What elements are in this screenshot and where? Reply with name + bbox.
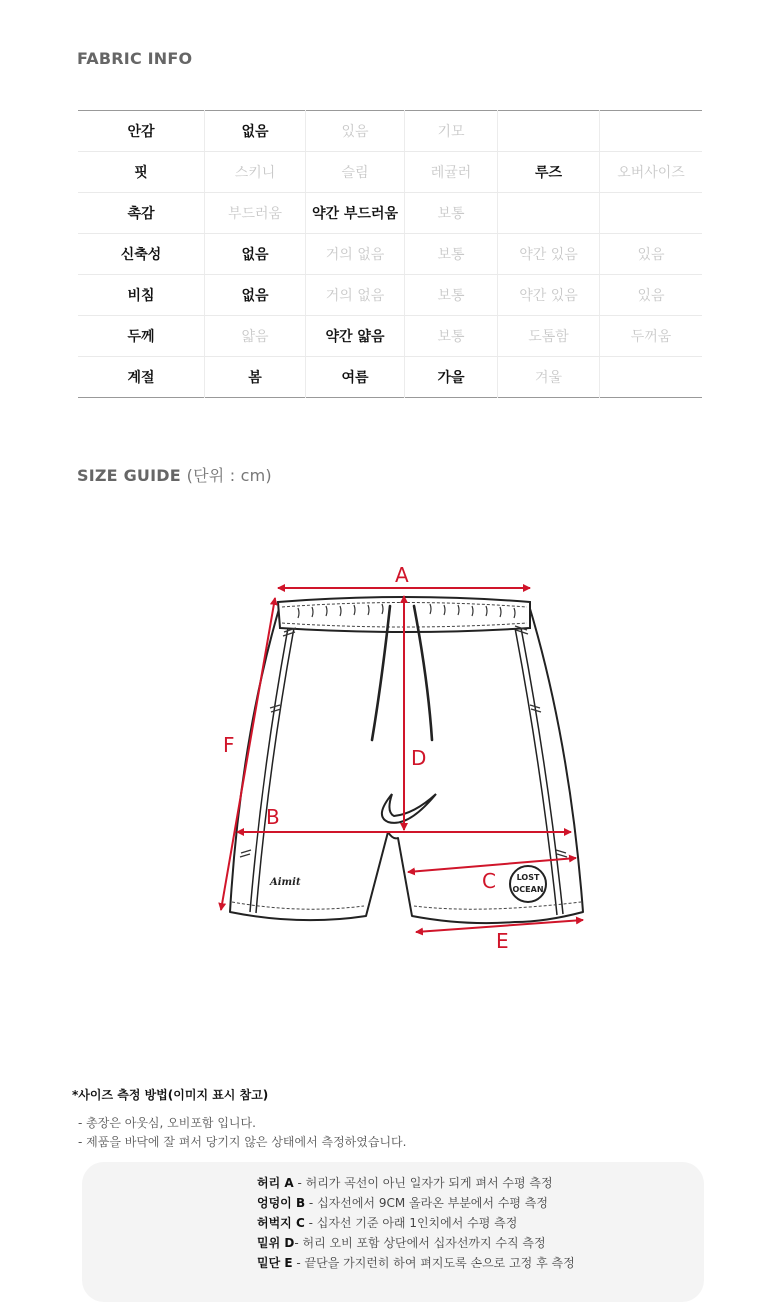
fabric-option: 두꺼움 <box>600 316 703 357</box>
dimension-b-label: B <box>266 805 280 829</box>
fabric-row-label: 비침 <box>78 275 205 316</box>
patch-top-text: LOST <box>516 873 540 882</box>
fabric-row <box>78 111 702 152</box>
fabric-option: 약간 있음 <box>498 275 600 316</box>
measure-guide-line <box>257 1194 548 1211</box>
fabric-option: 겨울 <box>498 357 600 398</box>
measure-guide-key: 허벅지 C <box>257 1216 305 1230</box>
fabric-row-label: 촉감 <box>78 193 205 234</box>
fabric-option: 오버사이즈 <box>600 152 703 193</box>
patch-bottom-text: OCEAN <box>512 885 544 894</box>
size-guide-unit: (단위 : cm) <box>186 466 272 485</box>
measure-guide-text: - 허리 오비 포함 상단에서 십자선까지 수직 측정 <box>294 1236 546 1250</box>
measure-guide-text: - 끝단을 가지런히 하여 펴지도록 손으로 고정 후 측정 <box>292 1256 575 1270</box>
measure-guide-line <box>257 1254 575 1271</box>
fabric-info-title: FABRIC INFO <box>77 49 193 68</box>
fabric-option: 가을 <box>405 357 498 398</box>
fabric-option: 보통 <box>405 275 498 316</box>
fabric-option: 약간 있음 <box>498 234 600 275</box>
fabric-row-label: 계절 <box>127 370 155 386</box>
measure-guide-key: 허리 A <box>257 1176 294 1190</box>
fabric-option <box>498 111 600 152</box>
measure-guide-key: 엉덩이 B <box>257 1196 306 1210</box>
fabric-option: 없음 <box>205 275 306 316</box>
fabric-option: 여름 <box>306 357 405 398</box>
fabric-option: 슬림 <box>306 152 405 193</box>
fabric-option <box>600 193 703 234</box>
fabric-option <box>498 193 600 234</box>
dimension-d-label: D <box>411 746 427 770</box>
fabric-option: 얇음 <box>205 316 306 357</box>
measure-guide-text: - 십자선 기준 아래 1인치에서 수평 측정 <box>304 1216 518 1230</box>
fabric-option: 약간 부드러움 <box>306 193 405 234</box>
aimit-print: Aimit <box>270 877 301 888</box>
size-guide-title <box>77 463 272 486</box>
fabric-option: 없음 <box>205 111 306 152</box>
fabric-option: 있음 <box>600 234 703 275</box>
fabric-row <box>78 152 702 193</box>
fabric-row <box>78 275 702 316</box>
fabric-option: 루즈 <box>498 152 600 193</box>
fabric-option: 있음 <box>306 111 405 152</box>
size-guide-heading: SIZE GUIDE <box>77 466 181 485</box>
fabric-option: 도톰함 <box>498 316 600 357</box>
lost-ocean-patch <box>510 866 546 902</box>
fabric-option: 기모 <box>405 111 498 152</box>
fabric-option <box>600 357 703 398</box>
measure-guide-key: 밑위 D <box>257 1236 295 1250</box>
fabric-option: 스키니 <box>205 152 306 193</box>
fabric-row <box>78 357 702 398</box>
fabric-info-table <box>78 110 702 398</box>
fabric-row-label: 신축성 <box>78 234 205 275</box>
fabric-option: 부드러움 <box>205 193 306 234</box>
fabric-option: 거의 없음 <box>306 234 405 275</box>
fabric-option: 보통 <box>405 193 498 234</box>
measure-guide-text: - 허리가 곡선이 아닌 일자가 되게 펴서 수평 측정 <box>293 1176 553 1190</box>
fabric-option: 레귤러 <box>405 152 498 193</box>
measure-guide-text: - 십자선에서 9CM 올라온 부분에서 수평 측정 <box>305 1196 548 1210</box>
measure-note: - 제품을 바닥에 잘 펴서 당기지 않은 상태에서 측정하였습니다. <box>78 1135 407 1149</box>
fabric-option: 보통 <box>405 316 498 357</box>
dimension-e-label: E <box>496 929 509 953</box>
fabric-row <box>78 234 702 275</box>
measure-note: - 총장은 아웃심, 오비포함 입니다. <box>78 1116 256 1130</box>
fabric-option: 있음 <box>600 275 703 316</box>
fabric-option <box>600 111 703 152</box>
fabric-row <box>78 193 702 234</box>
fabric-row-label: 안감 <box>78 111 205 152</box>
fabric-option: 약간 얇음 <box>306 316 405 357</box>
dimension-c-label: C <box>482 869 496 893</box>
measure-guide-line <box>257 1214 517 1231</box>
measure-guide-line <box>257 1174 553 1191</box>
fabric-row <box>78 316 702 357</box>
fabric-option: 봄 <box>205 357 306 398</box>
fabric-row-label: 핏 <box>78 152 205 193</box>
shorts-size-diagram <box>0 540 780 960</box>
fabric-option: 없음 <box>205 234 306 275</box>
fabric-option: 거의 없음 <box>306 275 405 316</box>
measure-method-title: *사이즈 측정 방법(이미지 표시 참고) <box>72 1088 269 1102</box>
fabric-option: 보통 <box>405 234 498 275</box>
fabric-row-label: 두께 <box>78 316 205 357</box>
measure-guide-key: 밑단 E <box>257 1256 293 1270</box>
dimension-f-label: F <box>223 733 235 757</box>
measure-guide-line <box>257 1234 546 1251</box>
dimension-a-label: A <box>395 563 409 587</box>
